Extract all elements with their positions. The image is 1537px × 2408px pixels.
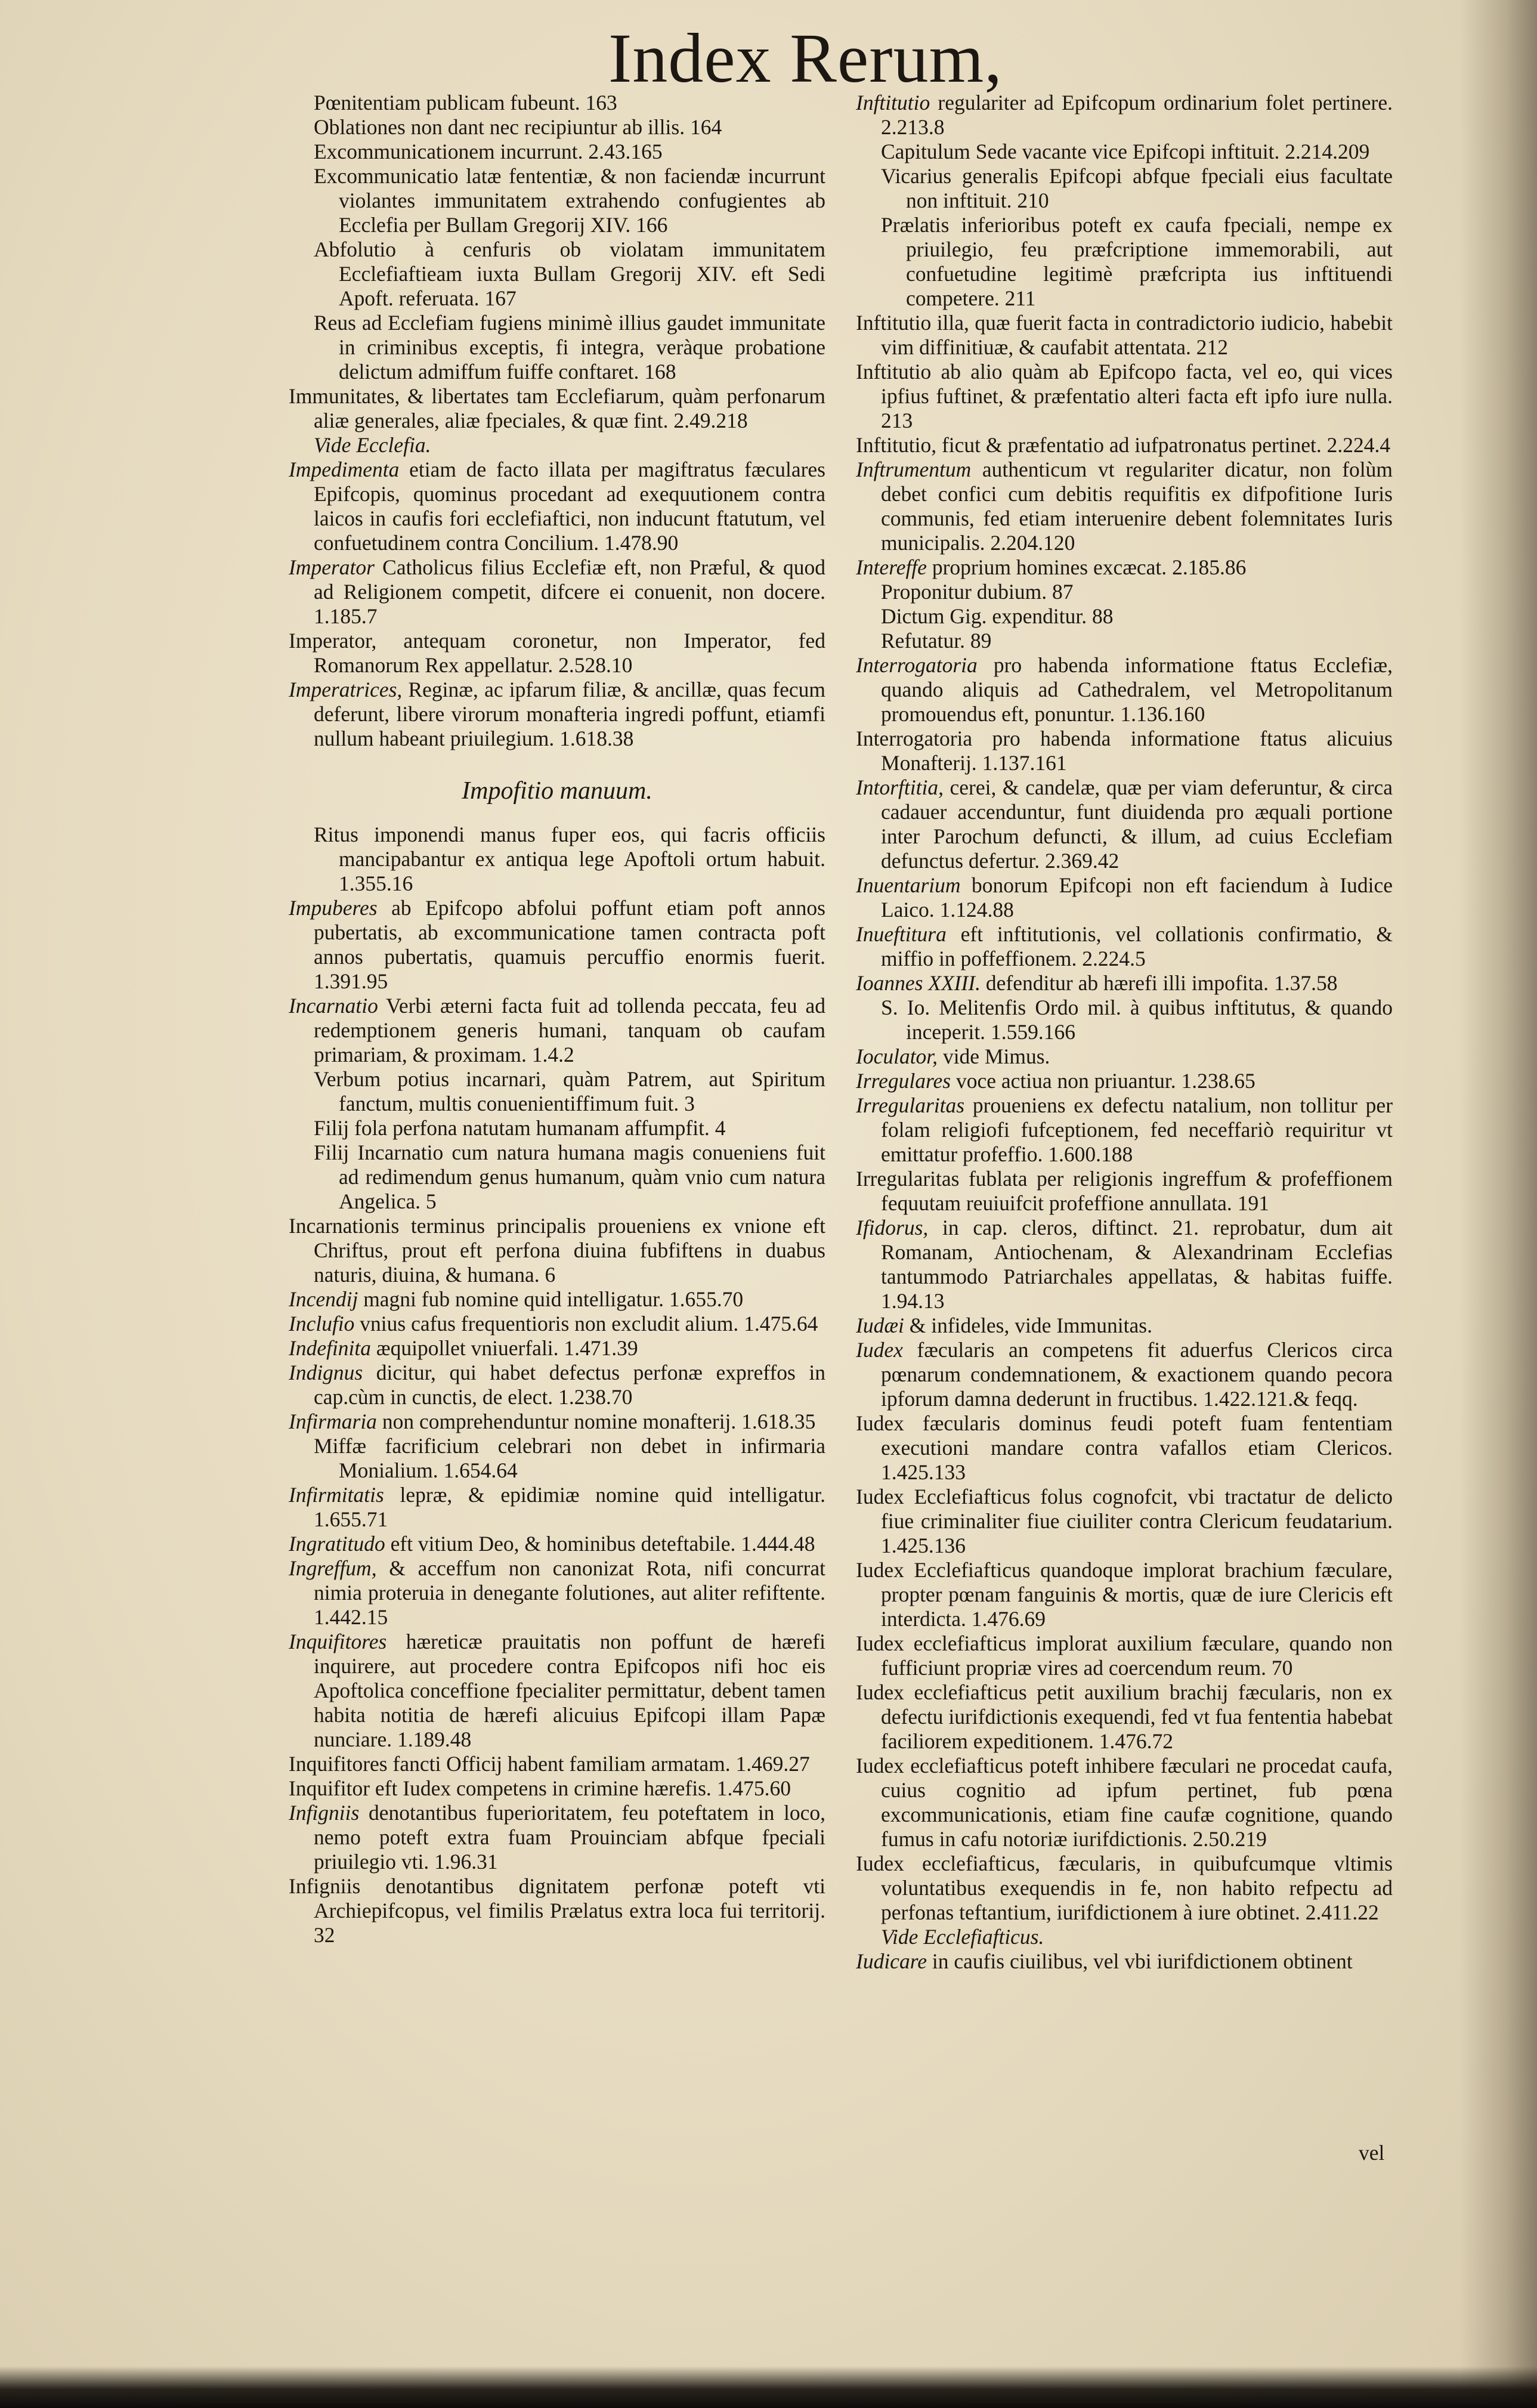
page-reference: 32 [314, 1923, 335, 1947]
page-reference: 1.559.166 [990, 1020, 1075, 1044]
index-entry [856, 1338, 1393, 1411]
index-entry [289, 91, 825, 115]
index-entry [856, 360, 1393, 433]
entry-text: vnius cafus frequentioris non excludit alium. [360, 1312, 739, 1336]
index-entry [856, 91, 1393, 140]
entry-headword: Ioannes XXIII. [856, 971, 981, 995]
page-reference: 2.50.219 [1192, 1827, 1267, 1851]
entry-headword: Ingreffum, [289, 1556, 377, 1580]
entry-text: Incarnationis terminus principalis proueniens ex vnione eft Chriftus, prout eft perfona diuina fubfiftens in duabus naturis, diuina, & humana. [289, 1214, 825, 1287]
index-entry [289, 1214, 825, 1287]
entry-headword: Infirmaria [289, 1409, 377, 1433]
page-gutter-shadow [1459, 0, 1537, 2408]
entry-text: Irregularitas fublata per religionis ingreffum & profeffionem fequutam reuiuifcit profeffione annullata. [856, 1167, 1393, 1215]
page-reference: 1.476.69 [971, 1607, 1046, 1631]
entry-headword: Inquifitores [289, 1630, 387, 1653]
page-reference: 1.425.136 [881, 1534, 966, 1557]
index-entry [856, 1069, 1393, 1093]
page-reference: 1.4.2 [531, 1043, 574, 1067]
page-reference: 210 [1017, 188, 1049, 212]
page-reference: 2.369.42 [1045, 849, 1119, 873]
entry-headword: Ioculator, [856, 1044, 938, 1068]
entry-text: Capitulum Sede vacante vice Epifcopi inftituit. [881, 140, 1280, 163]
entry-text: Vide Ecclefiafticus. [881, 1925, 1044, 1949]
entry-text: Vide Ecclefia. [314, 433, 431, 457]
index-entry [856, 213, 1393, 311]
page-reference: 1.238.65 [1181, 1069, 1255, 1093]
index-entry [856, 433, 1393, 458]
entry-text: Inquifitores fancti Officij habent familiam armatam. [289, 1752, 731, 1776]
index-entry [856, 629, 1393, 653]
index-entry [289, 1483, 825, 1532]
entry-text: cerei, & candelæ, quæ per viam deferuntur, & circa cadauer accenduntur, funt diuidenda pro æquali portione inter Parochum defuncti, & illum, ad cuius Ecclefiam defunctus defertur. [881, 775, 1393, 873]
entry-text: Dictum Gig. expenditur. [881, 604, 1087, 628]
index-entry [289, 1287, 825, 1312]
index-entry [856, 580, 1393, 604]
index-entry [856, 311, 1393, 360]
entry-text: Inftitutio illa, quæ fuerit facta in contradictorio iudicio, habebit vim diffinitiuæ, & caufabit attentata. [856, 311, 1393, 359]
page-reference: 1.476.72 [1099, 1729, 1173, 1753]
page-reference: 1.185.7 [314, 604, 378, 628]
index-entry [289, 1409, 825, 1434]
entry-headword: Inueftitura [856, 922, 947, 946]
page-reference: 2.411.22 [1305, 1900, 1379, 1924]
page-reference: 4 [715, 1116, 726, 1140]
index-entry [289, 1532, 825, 1556]
page-reference: 1.37.58 [1273, 971, 1338, 995]
entry-text: pro habenda informatione ftatus Ecclefiæ, quando aliquis ad Cathedralem, vel Metropolitanum promouendus eft, ponuntur. [881, 653, 1393, 726]
index-entry [856, 604, 1393, 629]
entry-text: Proponitur dubium. [881, 580, 1047, 604]
entry-text: Catholicus filius Ecclefiæ eft, non Præful, & quod ad Religionem competit, difcere ei conuenit, non docere. [314, 555, 825, 604]
entry-headword: Intereffe [856, 555, 927, 579]
page-reference: 1.654.64 [443, 1458, 518, 1482]
page-reference: 6 [545, 1263, 556, 1287]
index-entry [856, 1485, 1393, 1558]
index-entry [289, 140, 825, 164]
page-reference: 2.43.165 [588, 140, 663, 163]
index-entry [289, 1434, 825, 1483]
entry-text: Iudex Ecclefiafticus folus cognofcit, vbi tractatur de delicto fiue criminaliter fiue ciuiliter contra Clericum feudatarium. [856, 1485, 1393, 1533]
index-entry [856, 1313, 1393, 1338]
entry-text: proprium homines excæcat. [932, 555, 1167, 579]
entry-text: Iudex fæcularis dominus feudi poteft fuam fententiam executioni mandare contra vafallos etiam Clericos. [856, 1411, 1393, 1460]
index-entry [856, 922, 1393, 971]
index-entry [856, 971, 1393, 996]
entry-headword: Interrogatoria [856, 653, 978, 677]
index-entry [856, 1044, 1393, 1069]
entry-text: hæreticæ prauitatis non poffunt de hærefi inquirere, aut procedere contra Epifcopos nifi hoc eis Apoftolica conceffione fpecialiter permittatur, debent tamen habita notitia de hærefi alicuius Epifcopi illam Papæ nunciare. [314, 1630, 825, 1751]
entry-text: Miffæ facrificium celebrari non debet in infirmaria Monialium. [314, 1434, 825, 1482]
index-entry [289, 678, 825, 751]
index-entry [856, 1754, 1393, 1851]
entry-text: Vicarius generalis Epifcopi abfque fpeciali eius facultate non inftituit. [881, 164, 1393, 212]
entry-text: Verbi æterni facta fuit ad tollenda peccata, feu ad redemptionem generis humani, tanquam ob caufam primariam, & proximam. [314, 994, 826, 1067]
page-reference: 163 [585, 91, 617, 115]
entry-text: magni fub nomine quid intelligatur. [363, 1287, 664, 1311]
page-reference: 1.189.48 [397, 1727, 472, 1751]
page-reference: 1.425.133 [881, 1460, 966, 1484]
entry-text: Inftitutio ab alio quàm ab Epifcopo facta, vel eo, qui vices ipfius fuftinet, & præfentatio alteri facta eft ipfo iure nulla. [856, 360, 1393, 408]
page-reference: 2.224.5 [1082, 947, 1146, 970]
section-heading: Impofitio manuum. [462, 777, 652, 805]
index-entry [289, 311, 825, 384]
entry-headword: Infirmitatis [289, 1483, 384, 1507]
entry-text: lepræ, & epidimiæ nomine quid intelligatur. [400, 1483, 825, 1507]
page-reference: 166 [636, 213, 668, 237]
entry-text: Filij Incarnatio cum natura humana magis conueniens fuit ad redimendum genus humanum, quàm vnio cum natura Angelica. [314, 1140, 825, 1213]
page-reference: 213 [881, 409, 913, 432]
page-reference: 1.355.16 [339, 871, 413, 895]
entry-text: in caufis ciuilibus, vel vbi iurifdictionem obtinent [932, 1949, 1353, 1973]
entry-text: proueniens ex defectu natalium, non tollitur per folam religiofi fufceptionem, fed neceffariò requiritur vt emittatur profeffio. [881, 1093, 1393, 1166]
index-entry [289, 1312, 825, 1336]
entry-headword: Impuberes [289, 896, 378, 920]
page-reference: 212 [1196, 335, 1229, 359]
index-entry [856, 1925, 1393, 1949]
entry-headword: Iudex [856, 1338, 903, 1362]
index-entry [856, 140, 1393, 164]
page-reference: 2.213.8 [881, 115, 945, 139]
entry-headword: Indignus [289, 1361, 363, 1384]
index-entry [289, 896, 825, 994]
index-entry [289, 994, 825, 1067]
page-reference: 70 [1271, 1656, 1293, 1680]
entry-text: & infideles, vide Immunitas. [909, 1313, 1152, 1337]
entry-headword: Imperatrices, [289, 678, 403, 701]
page-title: Index Rerum, [608, 19, 1003, 97]
index-entry [856, 1949, 1393, 1974]
page-reference: 1.618.35 [741, 1409, 816, 1433]
entry-text: Abfolutio à cenfuris ob violatam immunitatem Ecclefiaftieam iuxta Bullam Gregorij XIV. eft Sedi Apoft. referuata. [314, 237, 825, 310]
entry-text: Reginæ, ac ipfarum filiæ, & ancillæ, quas fecum deferunt, libere virorum monafteria ingredi poffunt, etiamfi nullum habeant priuilegium. [314, 678, 825, 750]
entry-headword: Inuentarium [856, 873, 961, 897]
entry-text: S. Io. Melitenfis Ordo mil. à quibus inftitutus, & quando inceperit. [881, 996, 1393, 1044]
index-column-left [289, 91, 825, 1948]
entry-text: in cap. cleros, diftinct. 21. reprobatur, dum ait Romanam, Antiochenam, & Alexandrinam Ecclefias tantummodo Patriarchales appellatas, & habitas fuiffe. [881, 1216, 1393, 1288]
page-reference: 3 [684, 1092, 695, 1115]
index-entry [289, 1361, 825, 1409]
entry-headword: Inftitutio [856, 91, 930, 115]
index-entry [289, 1630, 825, 1752]
page-reference: 2.214.209 [1285, 140, 1370, 163]
entry-headword: Impedimenta [289, 458, 400, 481]
entry-text: Verbum potius incarnari, quàm Patrem, aut Spiritum fanctum, multis conuenientiffimum fuit. [314, 1067, 825, 1115]
entry-text: Prælatis inferioribus poteft ex caufa fpeciali, nempe ex priuilegio, feu præfcriptione immemorabili, aut confuetudine legitimè præfcripta ius inftituendi competere. [881, 213, 1393, 310]
page-reference: 1.442.15 [314, 1605, 388, 1629]
index-entry [856, 653, 1393, 727]
index-entry [289, 164, 825, 237]
page-reference: 87 [1052, 580, 1074, 604]
entry-text: Infigniis denotantibus dignitatem perfonæ poteft vti Archiepifcopus, vel fimilis Prælatus extra loca fui territorij. [289, 1874, 825, 1922]
index-entry [289, 1801, 825, 1874]
index-entry [856, 996, 1393, 1044]
entry-text: defenditur ab hærefi illi impofita. [985, 971, 1269, 995]
page-reference: 1.618.38 [559, 727, 634, 750]
entry-text: Refutatur. [881, 629, 965, 653]
index-entry [856, 458, 1393, 555]
entry-text: Reus ad Ecclefiam fugiens minimè illius gaudet immunitate in criminibus exceptis, fi integra, veràque probatione delictum admiffum fuiffe conftaret. [314, 311, 825, 384]
entry-text: Iudex Ecclefiafticus quandoque implorat brachium fæculare, propter pœnam fanguinis & mortis, quæ de iure Clericis eft interdicta. [856, 1558, 1393, 1631]
index-entry [856, 164, 1393, 213]
page-reference: 1.136.160 [1120, 702, 1205, 726]
index-entry [289, 1140, 825, 1214]
entry-text: eft vitium Deo, & hominibus deteftabile. [390, 1532, 736, 1556]
entry-text: Imperator, antequam coronetur, non Imperator, fed Romanorum Rex appellatur. [289, 629, 825, 677]
entry-headword: Intorftitia, [856, 775, 944, 799]
index-entry [289, 1752, 825, 1776]
page-reference: 89 [970, 629, 992, 653]
index-entry [856, 1216, 1393, 1313]
entry-headword: Iudicare [856, 1949, 927, 1973]
entry-text: Immunitates, & libertates tam Ecclefiarum, quàm perfonarum aliæ generales, aliæ fpeciales, & quæ fint. [289, 384, 825, 432]
index-entry [289, 1336, 825, 1361]
entry-text: ab Epifcopo abfolui poffunt etiam poft annos pubertatis, ab excommunicatione tamen contracta poft annos pubertatis, quamuis percuffio enormis fuerit. [314, 896, 826, 969]
entry-text: æquipollet vniuerfali. [376, 1336, 559, 1360]
entry-text: dicitur, qui habet defectus perfonæ expreffos in cap.cùm in cunctis, de elect. [314, 1361, 825, 1409]
page-reference: 191 [1237, 1191, 1269, 1215]
entry-text: Oblationes non dant nec recipiuntur ab illis. [314, 115, 685, 139]
entry-headword: Ingratitudo [289, 1532, 385, 1556]
page-reference: 2.224.4 [1326, 433, 1391, 457]
entry-headword: Imperator [289, 555, 375, 579]
entry-text: Iudex ecclefiafticus poteft inhibere fæculari ne procedat caufa, cuius cognitio ad ipfum pertinet, fub pœna excommunicationis, etiam fine caufæ cognitione, quando fumus in cafu notoriæ iurifdictionis. [856, 1754, 1393, 1851]
entry-text: & acceffum non canonizat Rota, nifi concurrat nimia proteruia in denegante folutiones, aut aliter refiftente. [314, 1556, 825, 1605]
page-reference: 1.655.71 [314, 1507, 388, 1531]
index-entry [856, 873, 1393, 922]
page-reference: 1.471.39 [564, 1336, 638, 1360]
entry-text: Interrogatoria pro habenda informatione ftatus alicuius Monafterij. [856, 727, 1393, 775]
index-entry [856, 1411, 1393, 1485]
entry-headword: Inclufio [289, 1312, 355, 1336]
entry-headword: Incendij [289, 1287, 358, 1311]
entry-headword: Irregulares [856, 1069, 951, 1093]
index-entry [289, 1116, 825, 1140]
page-reference: 2.49.218 [673, 409, 748, 432]
index-entry [289, 115, 825, 140]
entry-text: bonorum Epifcopi non eft faciendum à Iudice Laico. [881, 873, 1393, 922]
page-reference: 1.475.60 [716, 1776, 791, 1800]
index-entry [856, 727, 1393, 775]
page-reference: 1.124.88 [939, 898, 1014, 922]
entry-text: authenticum vt regulariter dicatur, non folùm debet confici cum debitis requifitis ex difpofitione Iuris communis, fed etiam interuenire debent folemnitates Iuris municipalis. [881, 458, 1393, 555]
entry-headword: Irregularitas [856, 1093, 965, 1117]
page-reference: 1.94.13 [881, 1289, 945, 1313]
index-entry [289, 384, 825, 433]
index-entry [289, 433, 825, 458]
entry-text: Iudex ecclefiafticus petit auxilium brachij fæcularis, non ex defectu iurifdictionis exequendi, fed vt fua fententia habebat faciliorem expeditionem. [856, 1680, 1393, 1753]
page-reference: 1.422.121.& feqq. [1203, 1387, 1358, 1411]
index-entry [289, 1874, 825, 1948]
page-reference: 164 [689, 115, 722, 139]
entry-headword: Incarnatio [289, 994, 378, 1018]
index-entry [856, 775, 1393, 873]
index-entry [289, 823, 825, 896]
page-reference: 1.238.70 [558, 1385, 633, 1409]
entry-text: Pœnitentiam publicam fubeunt. [314, 91, 580, 115]
index-entry [856, 1167, 1393, 1216]
entry-text: non comprehenduntur nomine monafterij. [382, 1409, 737, 1433]
page-reference: 1.655.70 [669, 1287, 744, 1311]
index-entry [856, 1093, 1393, 1167]
page-reference: 167 [484, 286, 517, 310]
scan-bottom-edge [0, 2366, 1537, 2408]
index-entry [289, 629, 825, 678]
page-reference: 1.600.188 [1048, 1142, 1133, 1166]
index-entry [289, 1556, 825, 1630]
page-reference: 2.528.10 [558, 653, 633, 677]
index-column-right [856, 91, 1393, 1974]
entry-text: Inftitutio, ficut & præfentatio ad iufpatronatus pertinet. [856, 433, 1322, 457]
entry-headword: Infigniis [289, 1801, 360, 1825]
entry-text: Inquifitor eft Iudex competens in crimine hærefis. [289, 1776, 712, 1800]
index-entry [856, 1680, 1393, 1754]
page-reference: 88 [1091, 604, 1114, 628]
entry-text: etiam de facto illata per magiftratus fæculares Epifcopis, quominus procedant ad exequutionem contra laicos in caufis fori ecclefiaftici, non inducunt ftatutum, vel confuetudinem contra Concilium. [314, 458, 825, 555]
index-entry [289, 555, 825, 629]
index-entry [856, 1851, 1393, 1925]
entry-text: regulariter ad Epifcopum ordinarium folet pertinere. [938, 91, 1393, 115]
entry-headword: Inftrumentum [856, 458, 972, 481]
page-reference: 1.478.90 [604, 531, 679, 555]
page-reference: 2.185.86 [1172, 555, 1247, 579]
page-reference: 1.96.31 [434, 1850, 498, 1874]
page-reference: 168 [644, 360, 676, 384]
entry-text: Iudex ecclefiafticus, fæcularis, in quibufcumque vltimis voluntatibus exequendis in fe, non habito refpectu ad perfonas teftantium, iurifdictionem à iure obtinet. [856, 1851, 1393, 1924]
index-entry [289, 458, 825, 555]
page-reference: 1.444.48 [741, 1532, 815, 1556]
page-reference: 2.204.120 [990, 531, 1075, 555]
entry-headword: Ifidorus, [856, 1216, 929, 1239]
index-entry [289, 1067, 825, 1116]
page-reference: 1.391.95 [314, 969, 388, 993]
entry-text: denotantibus fuperioritatem, feu poteftatem in loco, nemo poteft extra fuam Prouinciam abfque fpeciali priuilegio vti. [314, 1801, 826, 1874]
entry-headword: Indefinita [289, 1336, 372, 1360]
index-entry [856, 1631, 1393, 1680]
page-reference: 1.137.161 [982, 751, 1067, 775]
entry-text: vide Mimus. [942, 1044, 1050, 1068]
entry-text: eft inftitutionis, vel collationis confirmatio, & miffio in poffeffionem. [881, 922, 1393, 970]
index-entry [289, 1776, 825, 1801]
entry-text: Excommunicatio latæ fententiæ, & non faciendæ incurrunt violantes immunitatem extrahendo confugientes ab Ecclefia per Bullam Gregorij XIV. [314, 164, 825, 237]
entry-text: Iudex ecclefiafticus implorat auxilium fæculare, quando non fufficiunt propriæ vires ad coercendum reum. [856, 1631, 1393, 1680]
entry-text: fæcularis an competens fit aduerfus Clericos circa pœnarum condemnationem, & exactionem quando pecora ipforum damna dederunt in fructibus. [881, 1338, 1393, 1411]
entry-text: Ritus imponendi manus fuper eos, qui facris officiis mancipabantur ex antiqua lege Apoftoli ortum habuit. [314, 823, 825, 871]
index-entry [856, 1558, 1393, 1631]
page-reference: 5 [425, 1189, 437, 1213]
entry-text: Filij fola perfona natutam humanam affumpfit. [314, 1116, 710, 1140]
page-reference: 211 [1004, 286, 1036, 310]
index-entry [856, 555, 1393, 580]
page-reference: 1.475.64 [744, 1312, 818, 1336]
entry-text: Excommunicationem incurrunt. [314, 140, 583, 163]
catchword: vel [1359, 2141, 1385, 2165]
entry-text: voce actiua non priuantur. [955, 1069, 1176, 1093]
page-reference: 1.469.27 [735, 1752, 810, 1776]
index-entry [289, 237, 825, 311]
entry-headword: Iudæi [856, 1313, 904, 1337]
